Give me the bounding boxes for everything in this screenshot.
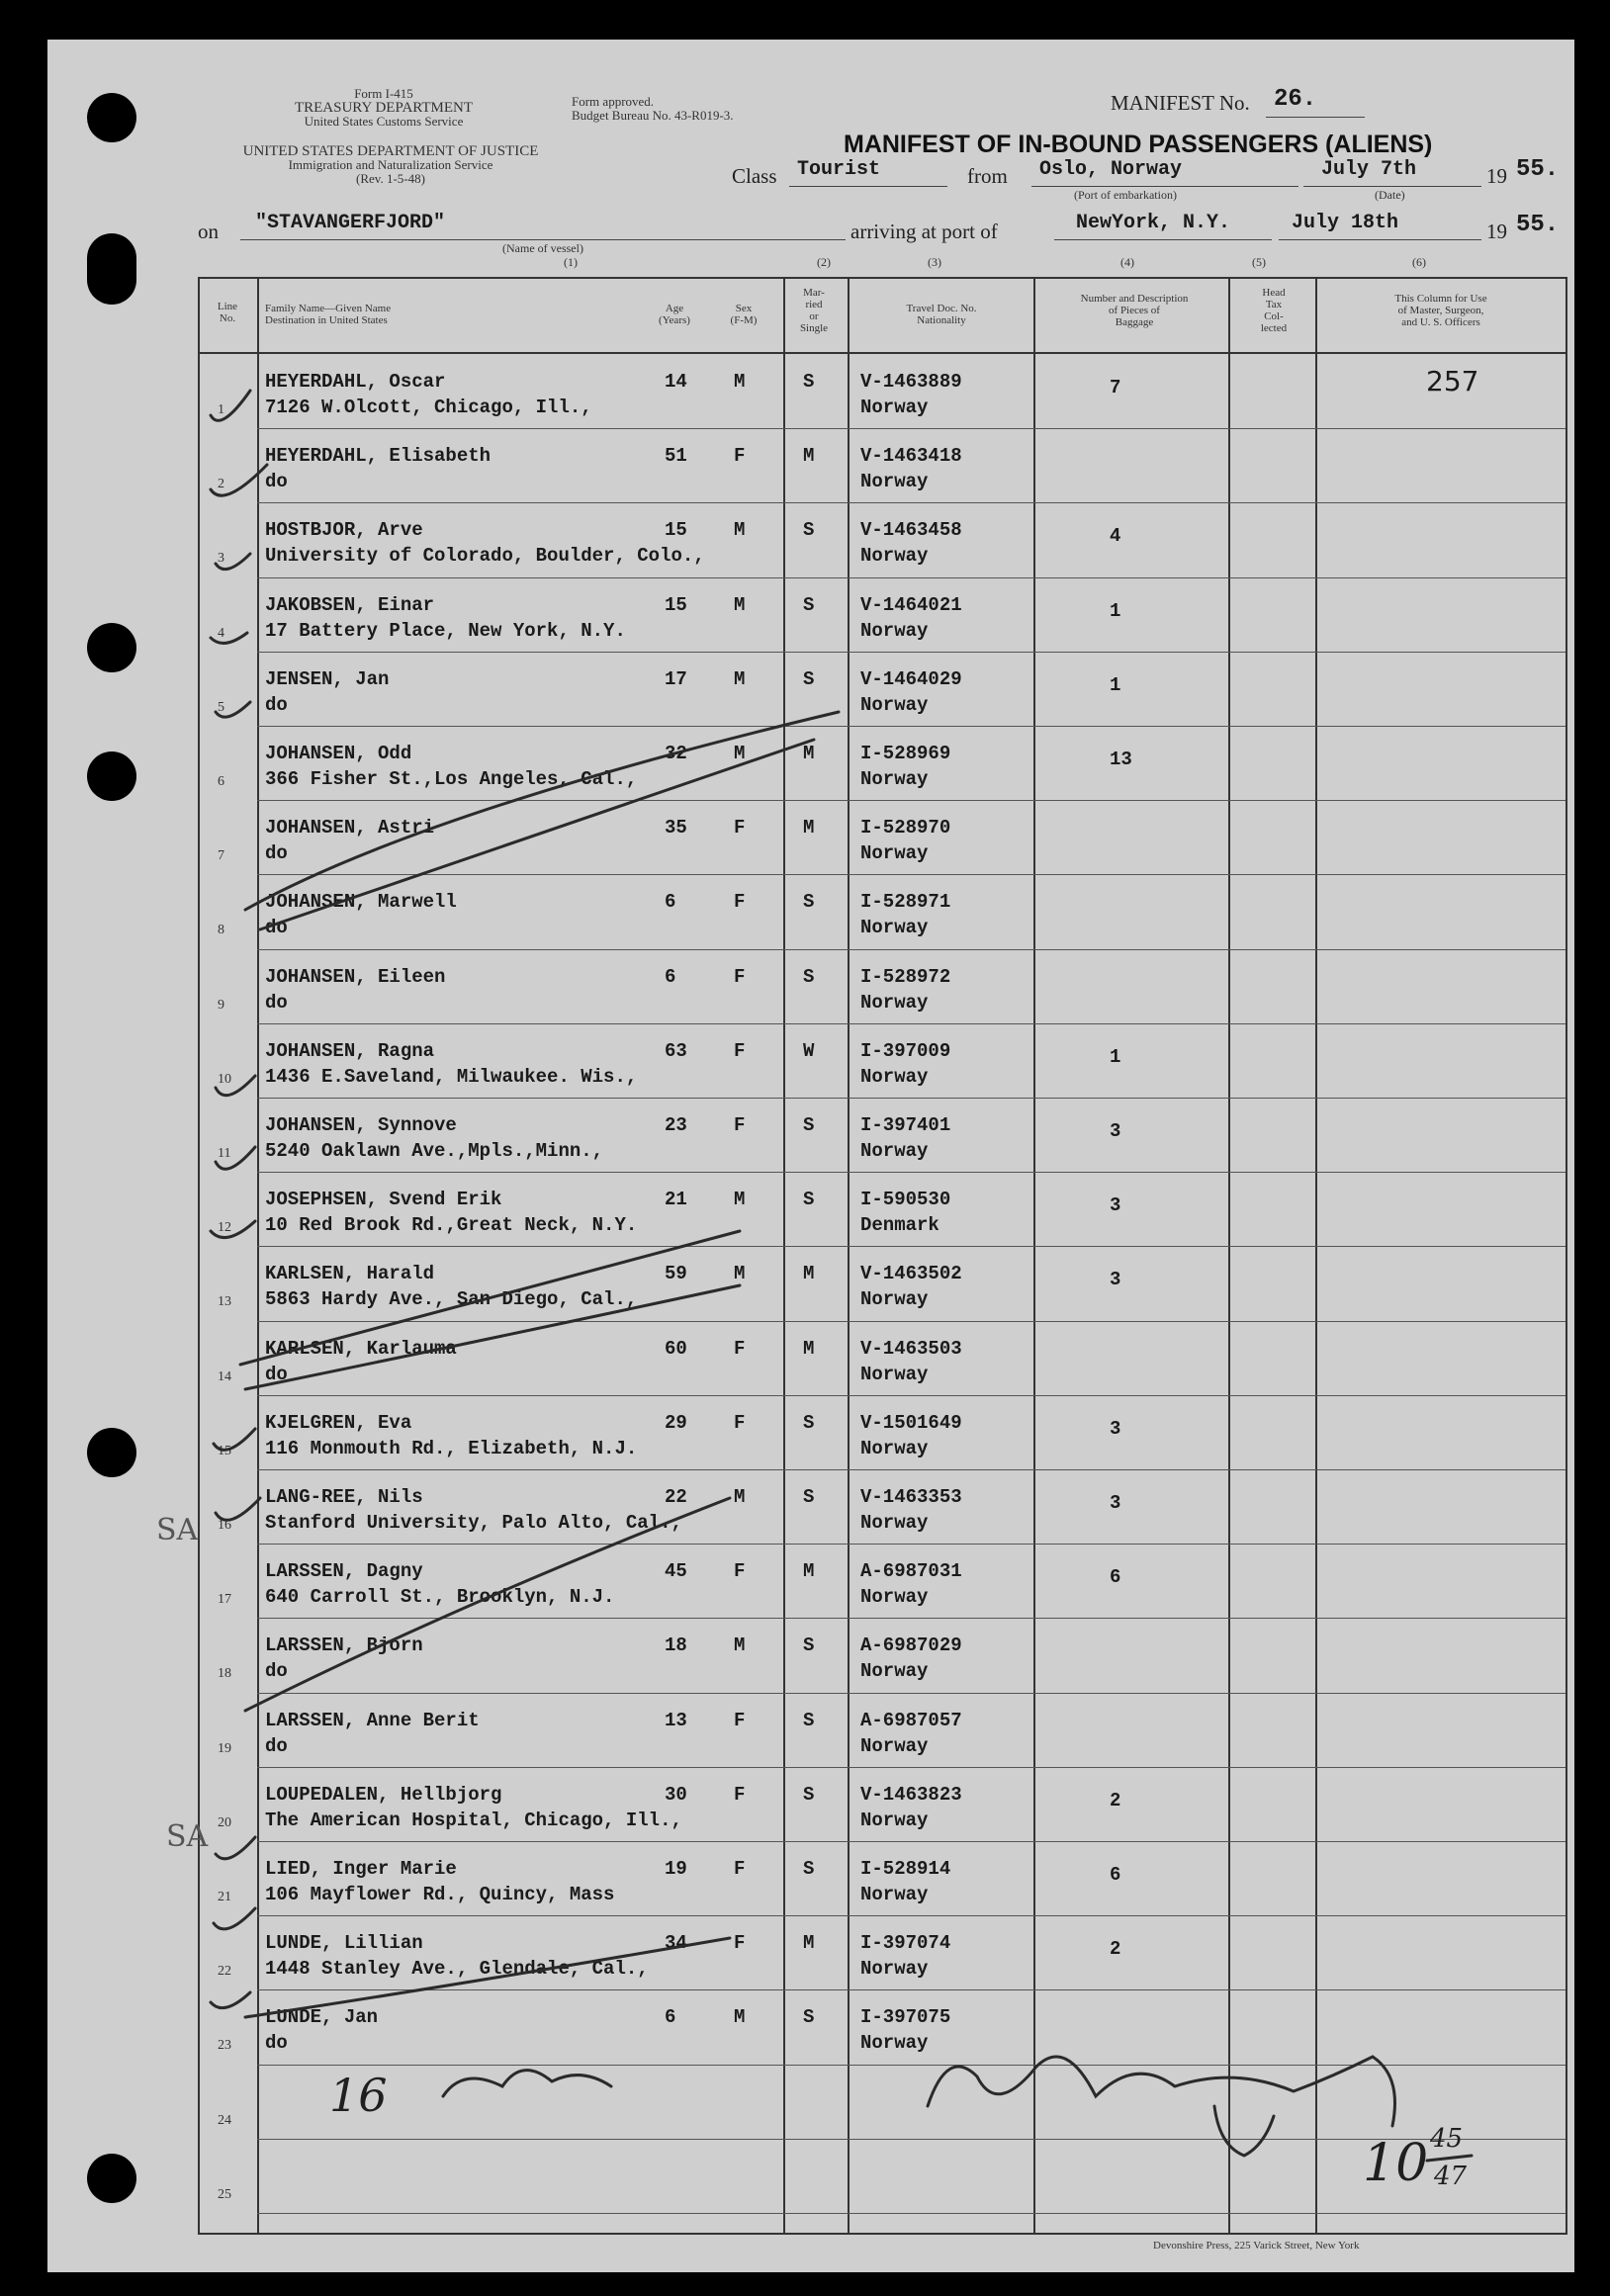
year-prefix-1: 19 bbox=[1486, 164, 1507, 188]
row-name: JOHANSEN, Synnove bbox=[265, 1114, 457, 1136]
row-line-number: 6 bbox=[218, 774, 224, 789]
row-baggage: 3 bbox=[1110, 1269, 1121, 1291]
handwritten-number: 10 bbox=[1363, 2134, 1429, 2193]
departure-date: July 7th bbox=[1321, 158, 1417, 181]
row-marital-status: M bbox=[803, 445, 815, 468]
row-marital-status: S bbox=[803, 965, 815, 988]
approval-block bbox=[572, 95, 829, 123]
row-sex: F bbox=[734, 1114, 746, 1136]
printer-imprint: Devonshire Press, 225 Varick Street, New York bbox=[1153, 2240, 1360, 2252]
row-name: JOHANSEN, Ragna bbox=[265, 1039, 435, 1062]
customs-heading: United States Customs Service bbox=[304, 114, 464, 129]
row-line-number: 3 bbox=[218, 551, 224, 567]
row-name: JAKOBSEN, Einar bbox=[265, 593, 435, 616]
row-line-number: 13 bbox=[218, 1294, 231, 1310]
punch-hole bbox=[87, 623, 136, 672]
row-name: LUNDE, Lillian bbox=[265, 1932, 423, 1955]
vessel-line bbox=[240, 239, 846, 240]
row-age: 60 bbox=[665, 1337, 687, 1360]
row-destination: The American Hospital, Chicago, Ill., bbox=[265, 1809, 682, 1831]
row-name: KJELGREN, Eva bbox=[265, 1411, 412, 1434]
row-name: KARLSEN, Harald bbox=[265, 1263, 435, 1285]
row-age: 23 bbox=[665, 1114, 687, 1136]
row-line-number: 9 bbox=[218, 997, 224, 1013]
date-caption: (Date) bbox=[1375, 188, 1405, 202]
row-destination: 1436 E.Saveland, Milwaukee. Wis., bbox=[265, 1065, 638, 1088]
row-name: LIED, Inger Marie bbox=[265, 1858, 457, 1880]
row-travel-doc: A-6987029 bbox=[860, 1634, 962, 1657]
row-travel-doc: A-6987057 bbox=[860, 1709, 962, 1731]
row-destination: do bbox=[265, 471, 288, 493]
manifest-sheet bbox=[47, 40, 1574, 2272]
row-baggage: 4 bbox=[1110, 525, 1121, 548]
row-line-number: 11 bbox=[218, 1146, 231, 1161]
arrival-port: NewYork, N.Y. bbox=[1076, 212, 1231, 234]
row-baggage: 13 bbox=[1110, 749, 1132, 770]
row-sex: F bbox=[734, 1709, 746, 1731]
port-of-embarkation: Oslo, Norway bbox=[1039, 158, 1183, 181]
fraction-numerator: 45 bbox=[1430, 2124, 1464, 2154]
row-age: 18 bbox=[665, 1634, 687, 1657]
row-age: 21 bbox=[665, 1189, 687, 1211]
row-age: 45 bbox=[665, 1560, 687, 1583]
table-row bbox=[200, 1694, 1565, 1768]
table-row bbox=[200, 950, 1565, 1024]
row-sex: M bbox=[734, 1634, 746, 1657]
fraction-denominator: 47 bbox=[1434, 2162, 1468, 2191]
row-marital-status: S bbox=[803, 1411, 815, 1434]
class-value: Tourist bbox=[797, 158, 881, 181]
row-nationality: Norway bbox=[860, 1140, 929, 1162]
revision-date: (Rev. 1-5-48) bbox=[356, 171, 425, 186]
table-row bbox=[200, 801, 1565, 875]
row-marital-status: S bbox=[803, 1634, 815, 1657]
row-destination: do bbox=[265, 1363, 288, 1385]
row-line-number: 17 bbox=[218, 1592, 231, 1608]
row-baggage: 2 bbox=[1110, 1789, 1121, 1811]
row-travel-doc: V-1463823 bbox=[860, 1783, 962, 1806]
manifest-number-line bbox=[1266, 117, 1365, 118]
row-sex: F bbox=[734, 1560, 746, 1583]
row-baggage: 3 bbox=[1110, 1492, 1121, 1514]
row-name: LANG-REE, Nils bbox=[265, 1486, 423, 1508]
row-baggage: 3 bbox=[1110, 1417, 1121, 1440]
table-row bbox=[200, 1099, 1565, 1173]
row-travel-doc: V-1463503 bbox=[860, 1337, 962, 1360]
column-number-5: (5) bbox=[1252, 255, 1266, 269]
table-row bbox=[200, 1322, 1565, 1396]
row-nationality: Norway bbox=[860, 619, 929, 642]
manifest-title: MANIFEST OF IN-BOUND PASSENGERS (ALIENS) bbox=[844, 131, 1433, 158]
row-sex: F bbox=[734, 891, 746, 914]
row-travel-doc: I-528969 bbox=[860, 743, 951, 764]
row-marital-status: S bbox=[803, 1486, 815, 1508]
row-name: LARSSEN, Anne Berit bbox=[265, 1709, 480, 1731]
row-age: 29 bbox=[665, 1411, 687, 1434]
row-sex: M bbox=[734, 519, 746, 542]
row-nationality: Norway bbox=[860, 1586, 929, 1609]
row-name: JOHANSEN, Marwell bbox=[265, 891, 457, 914]
row-divider bbox=[257, 2213, 1565, 2214]
row-destination: 106 Mayflower Rd., Quincy, Mass bbox=[265, 1884, 615, 1905]
row-nationality: Norway bbox=[860, 991, 929, 1014]
row-age: 14 bbox=[665, 371, 687, 393]
row-nationality: Norway bbox=[860, 693, 929, 716]
row-line-number: 15 bbox=[218, 1443, 231, 1458]
row-sex: F bbox=[734, 1337, 746, 1360]
table-row bbox=[200, 1619, 1565, 1693]
row-line-number: 10 bbox=[218, 1071, 231, 1087]
table-row bbox=[200, 2066, 1565, 2140]
header-name: Family Name—Given Name Destination in United States bbox=[265, 303, 392, 326]
header-sex: Sex (F-M) bbox=[730, 303, 758, 326]
row-name: JOHANSEN, Astri bbox=[265, 817, 435, 839]
punch-hole bbox=[87, 751, 136, 801]
row-baggage: 7 bbox=[1110, 377, 1121, 398]
row-line-number: 20 bbox=[218, 1814, 231, 1830]
row-marital-status: M bbox=[803, 1560, 815, 1583]
header-line-no: Line No. bbox=[217, 301, 238, 324]
row-marital-status: S bbox=[803, 593, 815, 616]
table-row bbox=[200, 578, 1565, 653]
ins-heading: Immigration and Naturalization Service bbox=[288, 157, 493, 172]
row-travel-doc: V-1463418 bbox=[860, 445, 962, 468]
row-age: 32 bbox=[665, 743, 687, 764]
row-name: LARSSEN, Dagny bbox=[265, 1560, 423, 1583]
row-name: JOHANSEN, Odd bbox=[265, 743, 412, 764]
row-travel-doc: I-397009 bbox=[860, 1039, 951, 1062]
row-nationality: Norway bbox=[860, 1958, 929, 1981]
row-travel-doc: I-397074 bbox=[860, 1932, 951, 1955]
row-marital-status: S bbox=[803, 891, 815, 914]
manifest-number: 26. bbox=[1274, 86, 1317, 113]
margin-note-sa: SA bbox=[156, 1513, 199, 1547]
row-nationality: Norway bbox=[860, 1809, 929, 1831]
row-destination: 1448 Stanley Ave., Glendale, Cal., bbox=[265, 1958, 649, 1981]
row-marital-status: M bbox=[803, 1932, 815, 1955]
row-age: 15 bbox=[665, 519, 687, 542]
row-line-number: 24 bbox=[218, 2112, 231, 2128]
row-line-number: 19 bbox=[218, 1740, 231, 1756]
row-line-number: 16 bbox=[218, 1518, 231, 1533]
handwritten-count: 16 bbox=[329, 2069, 388, 2122]
row-nationality: Norway bbox=[860, 768, 929, 790]
row-sex: F bbox=[734, 1858, 746, 1880]
vessel-caption: (Name of vessel) bbox=[502, 241, 583, 255]
row-destination: do bbox=[265, 2032, 288, 2055]
row-destination: 17 Battery Place, New York, N.Y. bbox=[265, 619, 626, 642]
row-destination: Stanford University, Palo Alto, Cal., bbox=[265, 1512, 682, 1534]
row-nationality: Norway bbox=[860, 1884, 929, 1905]
row-nationality: Norway bbox=[860, 1288, 929, 1311]
row-travel-doc: I-528972 bbox=[860, 965, 951, 988]
row-nationality: Norway bbox=[860, 1437, 929, 1459]
column-number-3: (3) bbox=[928, 255, 941, 269]
row-baggage: 6 bbox=[1110, 1566, 1121, 1589]
header-head-tax: Head Tax Col- lected bbox=[1260, 287, 1288, 334]
row-travel-doc: I-528914 bbox=[860, 1858, 951, 1880]
table-row bbox=[200, 1396, 1565, 1470]
row-age: 15 bbox=[665, 593, 687, 616]
row-sex: F bbox=[734, 1039, 746, 1062]
row-sex: F bbox=[734, 1411, 746, 1434]
punch-hole bbox=[87, 233, 136, 305]
row-nationality: Norway bbox=[860, 545, 929, 568]
row-marital-status: S bbox=[803, 1783, 815, 1806]
row-age: 6 bbox=[665, 891, 676, 914]
row-sex: F bbox=[734, 1783, 746, 1806]
row-marital-status: S bbox=[803, 1858, 815, 1880]
form-approved: Form approved. bbox=[572, 94, 655, 109]
row-age: 35 bbox=[665, 817, 687, 839]
row-name: JENSEN, Jan bbox=[265, 667, 390, 690]
row-line-number: 2 bbox=[218, 477, 224, 492]
row-travel-doc: V-1464029 bbox=[860, 667, 962, 690]
row-name: LARSSEN, Bjorn bbox=[265, 1634, 423, 1657]
passenger-table bbox=[198, 277, 1567, 2235]
arrival-year: 55. bbox=[1516, 212, 1560, 238]
form-number: Form I-415 bbox=[354, 86, 413, 101]
row-age: 6 bbox=[665, 2006, 676, 2029]
agency-block bbox=[198, 144, 583, 186]
punch-hole bbox=[87, 2154, 136, 2203]
row-sex: F bbox=[734, 965, 746, 988]
row-nationality: Norway bbox=[860, 1660, 929, 1683]
row-age: 34 bbox=[665, 1932, 687, 1955]
table-row bbox=[200, 355, 1565, 429]
form-id-block bbox=[265, 87, 502, 129]
departure-year: 55. bbox=[1516, 156, 1560, 183]
arrival-date-line bbox=[1279, 239, 1481, 240]
table-row bbox=[200, 503, 1565, 577]
row-destination: University of Colorado, Boulder, Colo., bbox=[265, 545, 705, 568]
vessel-name: "STAVANGERFJORD" bbox=[255, 212, 446, 234]
row-destination: 5240 Oaklawn Ave.,Mpls.,Minn., bbox=[265, 1140, 604, 1162]
row-sex: M bbox=[734, 1486, 746, 1508]
row-travel-doc: A-6987031 bbox=[860, 1560, 962, 1583]
row-destination: 5863 Hardy Ave., San Diego, Cal., bbox=[265, 1288, 638, 1311]
row-nationality: Norway bbox=[860, 1065, 929, 1088]
row-travel-doc: V-1463353 bbox=[860, 1486, 962, 1508]
table-row bbox=[200, 1990, 1565, 2065]
row-marital-status: M bbox=[803, 1263, 815, 1285]
row-travel-doc: I-397401 bbox=[860, 1114, 951, 1136]
row-name: HOSTBJOR, Arve bbox=[265, 519, 423, 542]
row-name: HEYERDAHL, Oscar bbox=[265, 371, 446, 393]
row-destination: do bbox=[265, 842, 288, 865]
row-baggage: 3 bbox=[1110, 1194, 1121, 1217]
row-nationality: Norway bbox=[860, 1512, 929, 1534]
row-sex: F bbox=[734, 817, 746, 839]
row-sex: M bbox=[734, 593, 746, 616]
row-sex: M bbox=[734, 667, 746, 690]
row-marital-status: S bbox=[803, 1709, 815, 1731]
table-row bbox=[200, 1247, 1565, 1321]
row-marital-status: S bbox=[803, 1189, 815, 1211]
row-travel-doc: I-528971 bbox=[860, 891, 951, 914]
row-line-number: 12 bbox=[218, 1220, 231, 1236]
row-travel-doc: V-1463458 bbox=[860, 519, 962, 542]
row-age: 59 bbox=[665, 1263, 687, 1285]
row-line-number: 23 bbox=[218, 2038, 231, 2054]
row-line-number: 14 bbox=[218, 1369, 231, 1384]
row-baggage: 1 bbox=[1110, 599, 1121, 622]
from-label: from bbox=[967, 164, 1008, 188]
row-destination: do bbox=[265, 1660, 288, 1683]
header-age: Age (Years) bbox=[659, 303, 690, 326]
table-row bbox=[200, 1916, 1565, 1990]
row-destination: do bbox=[265, 693, 288, 716]
row-age: 63 bbox=[665, 1039, 687, 1062]
row-line-number: 18 bbox=[218, 1666, 231, 1682]
column-number-4: (4) bbox=[1120, 255, 1134, 269]
arriving-label: arriving at port of bbox=[850, 220, 998, 243]
row-line-number: 8 bbox=[218, 923, 224, 938]
column-number-1: (1) bbox=[564, 255, 578, 269]
margin-note-sa: SA bbox=[166, 1819, 209, 1854]
row-baggage: 1 bbox=[1110, 673, 1121, 696]
row-travel-doc: I-590530 bbox=[860, 1189, 951, 1211]
table-row bbox=[200, 727, 1565, 801]
treasury-heading: TREASURY DEPARTMENT bbox=[294, 100, 474, 116]
row-nationality: Norway bbox=[860, 842, 929, 865]
row-destination: 116 Monmouth Rd., Elizabeth, N.J. bbox=[265, 1437, 638, 1459]
row-nationality: Norway bbox=[860, 917, 929, 939]
header-baggage: Number and Description of Pieces of Baggage bbox=[1080, 293, 1189, 328]
row-baggage: 3 bbox=[1110, 1120, 1121, 1142]
row-marital-status: S bbox=[803, 2006, 815, 2029]
budget-bureau: Budget Bureau No. 43-R019-3. bbox=[572, 108, 734, 123]
table-row bbox=[200, 429, 1565, 503]
table-row bbox=[200, 653, 1565, 727]
row-marital-status: S bbox=[803, 1114, 815, 1136]
arrival-date: July 18th bbox=[1292, 212, 1399, 234]
row-travel-doc: V-1501649 bbox=[860, 1411, 962, 1434]
row-marital-status: W bbox=[803, 1039, 815, 1062]
row-marital-status: S bbox=[803, 519, 815, 542]
row-nationality: Denmark bbox=[860, 1214, 939, 1237]
column-number-2: (2) bbox=[817, 255, 831, 269]
punch-hole bbox=[87, 93, 136, 142]
header-married: Mar- ried or Single bbox=[799, 287, 829, 334]
row-sex: M bbox=[734, 2006, 746, 2029]
row-sex: M bbox=[734, 1189, 746, 1211]
row-line-number: 22 bbox=[218, 1964, 231, 1980]
row-nationality: Norway bbox=[860, 1734, 929, 1757]
row-marital-status: M bbox=[803, 817, 815, 839]
table-row bbox=[200, 1470, 1565, 1545]
row-name: HEYERDAHL, Elisabeth bbox=[265, 445, 492, 468]
row-officer-note: 257 bbox=[1426, 365, 1479, 397]
punch-hole bbox=[87, 1428, 136, 1477]
justice-heading: UNITED STATES DEPARTMENT OF JUSTICE bbox=[242, 143, 539, 159]
row-line-number: 25 bbox=[218, 2186, 231, 2202]
row-name: LOUPEDALEN, Hellbjorg bbox=[265, 1783, 502, 1806]
row-marital-status: M bbox=[803, 743, 815, 764]
row-age: 22 bbox=[665, 1486, 687, 1508]
row-destination: do bbox=[265, 1734, 288, 1757]
row-sex: M bbox=[734, 371, 746, 393]
column-number-6: (6) bbox=[1412, 255, 1426, 269]
row-age: 30 bbox=[665, 1783, 687, 1806]
row-name: JOHANSEN, Eileen bbox=[265, 965, 446, 988]
row-sex: F bbox=[734, 1932, 746, 1955]
row-baggage: 6 bbox=[1110, 1864, 1121, 1886]
row-baggage: 1 bbox=[1110, 1045, 1121, 1068]
row-sex: M bbox=[734, 743, 746, 764]
table-row bbox=[200, 1768, 1565, 1842]
header-travel-doc: Travel Doc. No. Nationality bbox=[906, 303, 977, 326]
row-destination: do bbox=[265, 991, 288, 1014]
row-name: KARLSEN, Karlauma bbox=[265, 1337, 457, 1360]
row-destination: 10 Red Brook Rd.,Great Neck, N.Y. bbox=[265, 1214, 638, 1237]
row-travel-doc: V-1463502 bbox=[860, 1263, 962, 1285]
departure-date-line bbox=[1303, 186, 1481, 187]
class-line bbox=[789, 186, 947, 187]
row-travel-doc: V-1463889 bbox=[860, 371, 962, 393]
table-row bbox=[200, 1545, 1565, 1619]
row-line-number: 5 bbox=[218, 699, 224, 715]
row-age: 17 bbox=[665, 667, 687, 690]
row-marital-status: S bbox=[803, 371, 815, 393]
row-destination: 366 Fisher St.,Los Angeles, Cal., bbox=[265, 768, 638, 790]
row-destination: 640 Carroll St., Brooklyn, N.J. bbox=[265, 1586, 615, 1609]
year-prefix-2: 19 bbox=[1486, 220, 1507, 243]
row-sex: F bbox=[734, 445, 746, 468]
row-travel-doc: V-1464021 bbox=[860, 593, 962, 616]
header-divider bbox=[200, 352, 1565, 354]
row-line-number: 4 bbox=[218, 625, 224, 641]
row-line-number: 1 bbox=[218, 402, 224, 417]
class-label: Class bbox=[732, 164, 777, 188]
table-row bbox=[200, 875, 1565, 949]
table-row bbox=[200, 2140, 1565, 2214]
arrival-port-line bbox=[1054, 239, 1272, 240]
manifest-number-label: MANIFEST No. bbox=[1111, 91, 1250, 115]
row-marital-status: S bbox=[803, 667, 815, 690]
on-label: on bbox=[198, 220, 219, 243]
row-age: 19 bbox=[665, 1858, 687, 1880]
embark-line bbox=[1031, 186, 1298, 187]
row-destination: 7126 W.Olcott, Chicago, Ill., bbox=[265, 397, 592, 418]
embark-caption: (Port of embarkation) bbox=[1074, 188, 1177, 202]
row-age: 51 bbox=[665, 445, 687, 468]
table-row bbox=[200, 1024, 1565, 1099]
row-line-number: 7 bbox=[218, 848, 224, 864]
row-travel-doc: I-528970 bbox=[860, 817, 951, 839]
row-marital-status: M bbox=[803, 1337, 815, 1360]
table-row bbox=[200, 1842, 1565, 1916]
row-nationality: Norway bbox=[860, 397, 929, 418]
row-sex: M bbox=[734, 1263, 746, 1285]
row-age: 13 bbox=[665, 1709, 687, 1731]
header-officers: This Column for Use of Master, Surgeon, and U. S. Officers bbox=[1394, 293, 1487, 328]
row-destination: do bbox=[265, 917, 288, 939]
row-nationality: Norway bbox=[860, 2032, 929, 2055]
row-name: LUNDE, Jan bbox=[265, 2006, 379, 2029]
row-nationality: Norway bbox=[860, 471, 929, 493]
row-age: 6 bbox=[665, 965, 676, 988]
row-nationality: Norway bbox=[860, 1363, 929, 1385]
row-travel-doc: I-397075 bbox=[860, 2006, 951, 2029]
row-line-number: 21 bbox=[218, 1890, 231, 1904]
row-baggage: 2 bbox=[1110, 1938, 1121, 1961]
table-row bbox=[200, 1173, 1565, 1247]
row-name: JOSEPHSEN, Svend Erik bbox=[265, 1189, 502, 1211]
